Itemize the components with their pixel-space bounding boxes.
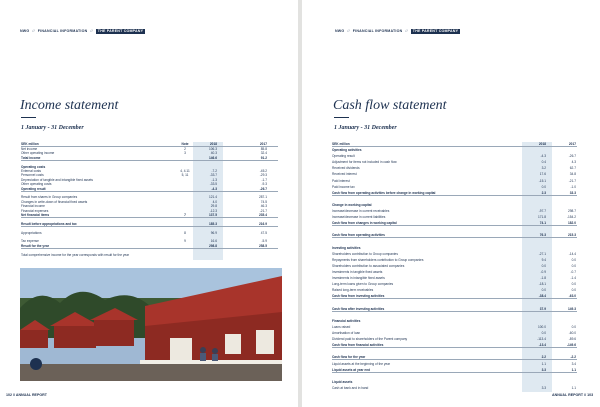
right-page-header: [335, 27, 460, 35]
row-value-2017: 182.0: [568, 221, 576, 226]
row-value-2017: -1.7: [261, 177, 267, 182]
row-note: 5, 11: [181, 173, 189, 178]
row-value-2017: 149.3: [568, 306, 576, 311]
header-active-section[interactable]: THE PARENT COMPANY: [97, 29, 144, 33]
row-label: Investments in intangible fixed assets: [332, 276, 385, 281]
row-label: Shareholders contribution to associated companies: [332, 263, 405, 268]
row-value-2017: 34.8: [569, 172, 576, 177]
row-value-2018: -33.7: [209, 173, 217, 178]
row-value-2018: 96.9: [210, 230, 217, 235]
row-label: Tax expense: [21, 239, 39, 244]
row-label: Investing activities: [332, 245, 361, 250]
row-label: Liquid assets: [332, 379, 353, 384]
table-row: [332, 288, 577, 292]
row-value-2018: -4.3: [540, 154, 546, 159]
row-label: Liquid assets at the beginning of the year: [332, 361, 391, 366]
row-value-2017: 235.4: [259, 213, 267, 217]
row-value-2017: -1.0: [570, 184, 576, 189]
row-value-2017: -14.4: [568, 251, 576, 256]
table-row: [332, 197, 577, 201]
row-value-2018: 185.3: [209, 221, 217, 226]
row-value-2017: 3.4: [571, 361, 576, 366]
row-value-2017: 47.5: [260, 230, 267, 235]
row-label: Total comprehensive income for the year corresponds with result for the year: [21, 252, 130, 257]
row-value-2018: -1.3: [211, 177, 217, 182]
row-label: Increase/decrease in current liabilities: [332, 215, 386, 220]
row-label: Financial expenses: [21, 208, 49, 213]
row-label: Raised long-term receivables: [332, 288, 374, 293]
table-row: [332, 160, 577, 164]
row-label: Investments in tangible fixed assets: [332, 270, 383, 274]
row-value-2018: -0.9: [540, 270, 546, 274]
row-value-2018: -18.1: [538, 282, 546, 287]
row-value-2017: -0.7: [570, 270, 576, 274]
row-value-2017: 46.3: [260, 204, 267, 209]
row-note: 9: [184, 239, 186, 244]
row-label: Changes in write-down of financial fixed assets: [21, 199, 88, 204]
row-value-2018: 76.3: [539, 233, 546, 238]
header-active-section[interactable]: THE PARENT COMPANY: [412, 29, 459, 33]
table-row: [332, 380, 577, 384]
row-value-2017: 287.1: [259, 195, 267, 200]
row-label: Other operating income: [21, 151, 55, 156]
row-label: Depreciation of tangible and intangible fixed assets: [21, 177, 93, 182]
row-value-2017: 0.0: [571, 324, 576, 329]
row-value-2018: 17.6: [539, 172, 546, 177]
row-label: Liquid assets at year end: [332, 367, 371, 372]
row-value-2018: 40.3: [210, 151, 217, 156]
table-row: [332, 148, 577, 152]
row-label: Personnel costs: [21, 173, 44, 178]
row-note: 7: [184, 213, 186, 217]
table-row: [332, 166, 577, 170]
row-value-2018: -27.1: [538, 251, 546, 256]
table-row: [332, 154, 577, 158]
header-separator: //: [347, 29, 350, 33]
row-label: Cash flow from financial activities: [332, 343, 384, 348]
resort-cabins-photo: [20, 268, 282, 381]
row-value-2018: 37.9: [539, 306, 546, 311]
row-value-2018: -113.4: [537, 337, 546, 342]
row-label: Dividend paid to shareholders of the Parent company: [332, 337, 408, 342]
table-header-row: [21, 142, 278, 146]
table-row: [332, 386, 577, 390]
row-value-2018: 2.3: [541, 190, 546, 195]
table-row: [332, 301, 577, 305]
row-value-2017: 0.0: [571, 288, 576, 293]
header-separator: //: [32, 29, 35, 33]
table-row: [332, 349, 577, 353]
row-value-2017: 0.0: [571, 263, 576, 268]
row-value-2017: 91.2: [260, 155, 267, 160]
table-row: [332, 270, 577, 274]
row-value-2017: 0.0: [571, 257, 576, 262]
table-row: [332, 233, 577, 237]
row-value-2017: -5.9: [261, 239, 267, 244]
table-row: [332, 355, 577, 359]
page-footer-right: ANNUAL REPORT // 103: [552, 393, 594, 397]
header-section[interactable]: FINANCIAL INFORMATION: [37, 29, 88, 33]
row-label: Loans raised: [332, 324, 351, 329]
row-value-2018: 16.6: [210, 239, 217, 244]
row-label: Cash flow from investing activities: [332, 294, 385, 299]
row-value-2018: -4.3: [211, 186, 217, 191]
table-row: [332, 331, 577, 335]
cash-flow-table: [332, 142, 577, 392]
row-label: Financial activities: [332, 318, 361, 323]
column-header-2018: 2018: [538, 142, 546, 146]
table-row: [332, 209, 577, 213]
table-row: [332, 282, 577, 286]
table-row: [332, 374, 577, 378]
row-label: Cash flow from operating activities: [332, 233, 385, 238]
row-note: 2: [184, 147, 186, 151]
table-row: [332, 264, 577, 268]
row-value-2018: 3.3: [541, 367, 546, 372]
row-note: 8: [184, 230, 186, 235]
table-row: [332, 337, 577, 341]
row-value-2017: -45.2: [259, 169, 267, 173]
right-page: [302, 0, 600, 407]
row-value-2018: -13.4: [538, 343, 546, 348]
row-label: Received dividends: [332, 166, 360, 171]
table-row: [332, 368, 577, 372]
row-label: Long-term loans given to Group companies: [332, 282, 394, 287]
row-label: Adjustment for items not included in cash flow: [332, 160, 397, 165]
row-value-2018: 171.8: [538, 215, 546, 220]
table-row: [332, 221, 577, 225]
page-footer-left: 102 // ANNUAL REPORT: [6, 393, 47, 397]
row-label: Operating result: [332, 154, 355, 159]
row-value-2018: 0.0: [541, 263, 546, 268]
row-label: Repayments from shareholders contribution to Group companies: [332, 257, 424, 262]
row-label: Net income: [21, 147, 38, 151]
table-row: [332, 172, 577, 176]
row-value-2017: -9.3: [261, 182, 267, 187]
row-value-2017: -29.3: [259, 173, 267, 178]
table-row: [332, 294, 577, 298]
row-value-2017: -89.6: [568, 337, 576, 342]
row-value-2017: 1.1: [571, 385, 576, 390]
page-subtitle: 1 January - 31 December: [21, 125, 84, 131]
row-value-2017: 85.8: [260, 147, 267, 151]
income-statement-table: [21, 142, 278, 262]
row-label: Total income: [21, 155, 41, 160]
row-label: Received interest: [332, 172, 357, 177]
row-value-2018: 137.5: [209, 213, 217, 217]
title-underline: [334, 117, 349, 118]
column-header-label: SEK million: [21, 142, 39, 146]
row-label: Operating activities: [332, 148, 362, 152]
column-header-2017: 2017: [568, 142, 576, 146]
row-label: Other operating costs: [21, 182, 52, 187]
table-header-row: [332, 142, 577, 146]
row-value-2017: 62.7: [569, 166, 576, 171]
row-value-2017: 1.1: [571, 367, 576, 372]
table-row: [332, 325, 577, 329]
row-label: Cash flow from changes in working capital: [332, 221, 397, 226]
table-row: [332, 319, 577, 323]
row-note: 3: [184, 151, 186, 156]
table-row: [332, 258, 577, 262]
row-label: Cash flow from operating activities before change in working capital: [332, 190, 436, 195]
row-value-2017: -26.7: [259, 186, 267, 191]
row-value-2018: 146.6: [209, 155, 217, 160]
row-value-2018: 0.0: [541, 288, 546, 293]
row-label: Paid interest: [332, 178, 350, 183]
row-label: Net financial items: [21, 213, 50, 217]
header-brand: NWG: [335, 29, 345, 33]
row-value-2018: -1.8: [540, 276, 546, 281]
row-value-2018: 106.3: [209, 147, 217, 151]
table-row: [332, 191, 577, 195]
row-value-2017: 74.5: [260, 199, 267, 204]
row-value-2018: -15.1: [538, 178, 546, 183]
row-value-2018: -38.4: [538, 294, 546, 299]
row-value-2018: 4.0: [212, 199, 217, 204]
row-value-2018: 0.0: [541, 184, 546, 189]
table-row: [332, 343, 577, 347]
row-label: Operating result: [21, 186, 46, 191]
row-value-2018: 2.2: [541, 355, 546, 360]
table-row: [332, 227, 577, 231]
table-row: [332, 246, 577, 250]
row-label: Amortisation of loan: [332, 331, 361, 335]
header-separator: //: [90, 29, 93, 33]
row-value-2018: 3.2: [541, 166, 546, 171]
row-label: Cash flow for the year: [332, 355, 366, 360]
table-row: [332, 203, 577, 207]
row-value-2017: 33.3: [569, 190, 576, 195]
table-row: [332, 179, 577, 183]
row-value-2017: -21.7: [259, 208, 267, 213]
row-value-2017: 32.4: [260, 151, 267, 156]
row-value-2017: -21.7: [568, 178, 576, 183]
column-header-note: Note: [181, 142, 189, 146]
row-label: External costs: [21, 169, 42, 173]
row-value-2018: -7.2: [211, 169, 217, 173]
row-value-2017: 258.5: [259, 243, 267, 248]
row-value-2017: -26.7: [568, 154, 576, 159]
row-note: 4, 4.11: [180, 169, 190, 173]
table-row: [332, 185, 577, 189]
row-value-2018: -97.7: [538, 209, 546, 213]
row-label: Appropriations: [21, 230, 42, 235]
row-label: Cash flow after investing activities: [332, 306, 385, 311]
row-value-2018: 100.0: [538, 324, 546, 329]
page-title: Cash flow statement: [333, 98, 447, 113]
row-value-2017: -60.0: [568, 331, 576, 335]
column-header-2017: 2017: [259, 142, 267, 146]
row-label: Operating costs: [21, 164, 46, 169]
column-header-label: SEK million: [332, 142, 350, 146]
table-row: [332, 307, 577, 311]
row-label: Financial income: [21, 204, 45, 209]
table-row: [332, 240, 577, 244]
row-value-2017: 215.3: [568, 233, 576, 238]
row-value-2018: 74.1: [539, 221, 546, 226]
row-value-2018: 1.1: [541, 361, 546, 366]
left-page: [0, 0, 298, 407]
header-separator: //: [405, 29, 408, 33]
page-title: Income statement: [20, 98, 119, 113]
table-row: [332, 362, 577, 366]
header-brand: NWG: [20, 29, 30, 33]
title-underline: [21, 117, 36, 118]
row-value-2018: 298.8: [209, 243, 217, 248]
table-row: [332, 313, 577, 317]
row-value-2017: 0.0: [571, 282, 576, 287]
row-value-2017: -63.0: [568, 294, 576, 299]
row-value-2018: 3.3: [541, 385, 546, 390]
row-label: Shareholders contribution to Group companies: [332, 251, 398, 256]
row-label: Change in working capital: [332, 202, 372, 207]
row-value-2018: 9.4: [541, 257, 546, 262]
column-header-2018: 2018: [209, 142, 217, 146]
table-row: [21, 253, 278, 257]
header-section[interactable]: FINANCIAL INFORMATION: [352, 29, 403, 33]
row-value-2018: -12.3: [209, 208, 217, 213]
row-label: Result for the year: [21, 243, 49, 248]
left-page-header: [20, 27, 145, 35]
row-value-2018: 0.0: [541, 331, 546, 335]
row-value-2017: 216.9: [259, 221, 267, 226]
row-label: Cash at bank and in hand: [332, 385, 369, 390]
row-value-2018: 121.4: [209, 195, 217, 200]
row-value-2018: -33.5: [209, 182, 217, 187]
row-label: Result from shares in Group companies: [21, 195, 78, 200]
row-label: Paid income tax: [332, 184, 355, 189]
row-value-2017: -1.4: [570, 276, 576, 281]
row-value-2018: 0.4: [541, 160, 546, 165]
row-value-2017: 298.7: [568, 209, 576, 213]
row-value-2018: 29.8: [210, 204, 217, 209]
row-value-2017: -154.2: [566, 215, 576, 220]
row-label: Result before appropriations and tax: [21, 221, 77, 226]
table-row: [332, 252, 577, 256]
page-subtitle: 1 January - 31 December: [334, 125, 397, 131]
table-row: [332, 276, 577, 280]
row-value-2017: -2.2: [570, 355, 576, 360]
row-value-2017: -149.6: [566, 343, 576, 348]
row-value-2017: 4.3: [571, 160, 576, 165]
row-label: Increase/decrease in current receivables: [332, 209, 390, 213]
table-row: [332, 215, 577, 219]
resort-cabins-image: [20, 268, 282, 381]
